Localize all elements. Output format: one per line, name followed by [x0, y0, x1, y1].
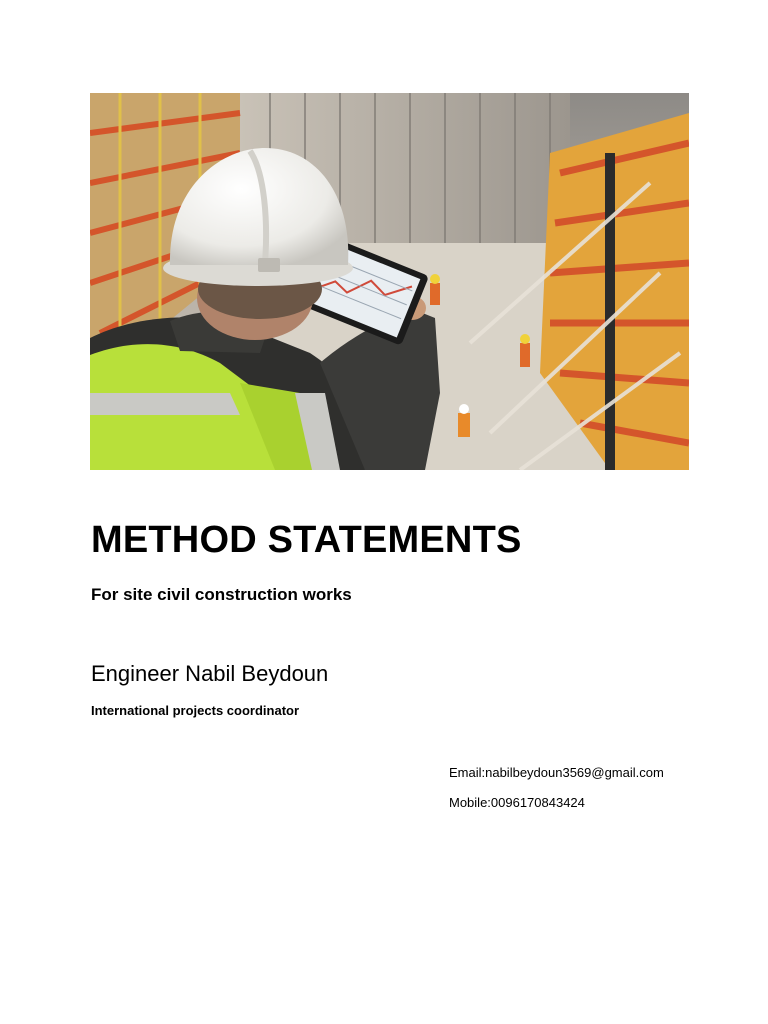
- construction-site-photo-icon: [90, 93, 689, 470]
- contact-email: Email:nabilbeydoun3569@gmail.com: [449, 765, 664, 780]
- document-subtitle: For site civil construction works: [91, 585, 352, 604]
- document-title: METHOD STATEMENTS: [91, 519, 522, 561]
- cover-photo: [90, 93, 689, 470]
- author-name: Engineer Nabil Beydoun: [91, 661, 329, 686]
- author-role: International projects coordinator: [91, 703, 300, 718]
- contact-mobile: Mobile:0096170843424: [449, 795, 585, 810]
